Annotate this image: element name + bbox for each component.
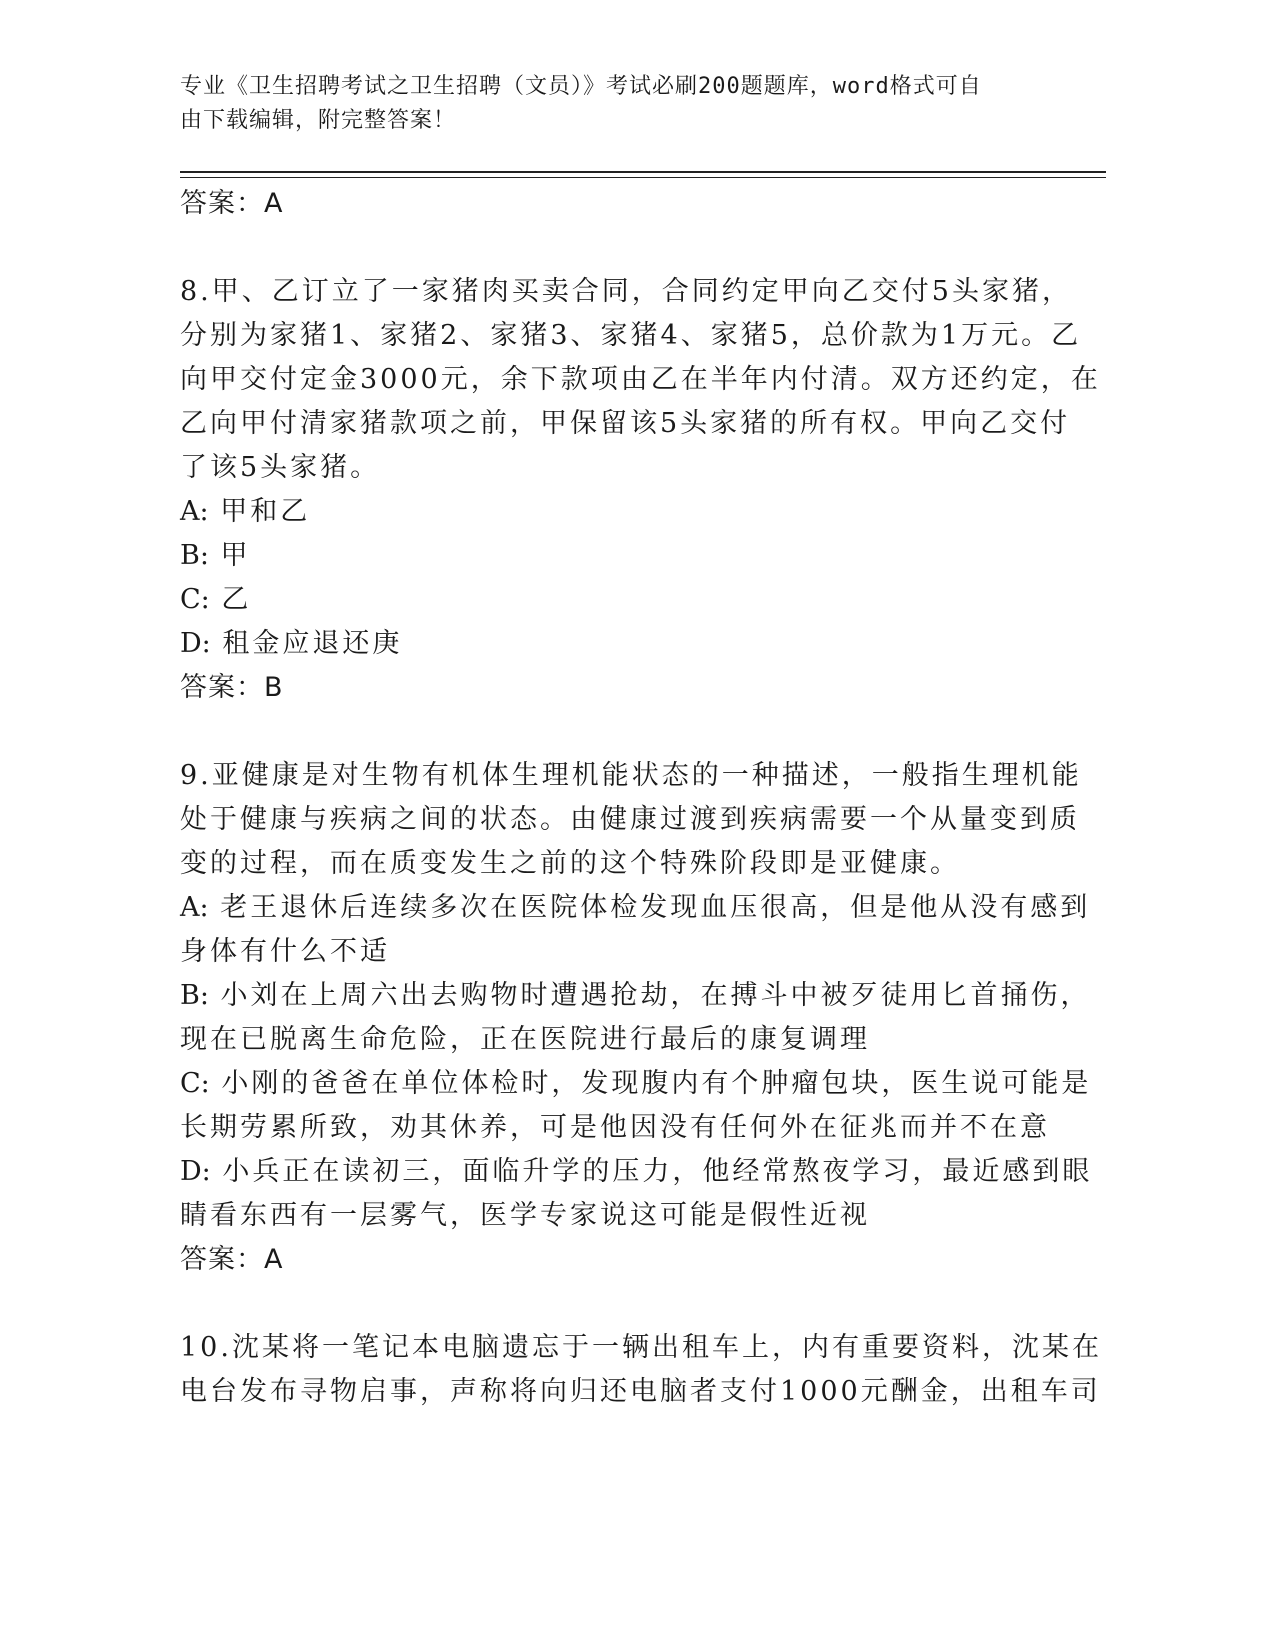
- option-d: [180, 1150, 1093, 1194]
- question-text-line: 处于健康与疾病之间的状态。由健康过渡到疾病需要一个从量变到质: [180, 804, 1080, 835]
- question-text-line: 电台发布寻物启事，声称将向归还电脑者支付1000元酬金，出租车司: [180, 1376, 1101, 1407]
- option-text: 甲: [220, 540, 251, 571]
- question-10: [180, 1326, 1102, 1414]
- option-key: A:: [180, 892, 209, 923]
- spacer: [180, 1282, 1080, 1326]
- option-key: A:: [180, 496, 209, 527]
- option-d: [180, 622, 1080, 666]
- option-a-continued: 身体有什么不适: [180, 936, 390, 967]
- option-text: 租金应退还庚: [222, 628, 403, 659]
- question-text-line: 分别为家猪1、家猪2、家猪3、家猪4、家猪5，总价款为1万元。乙: [180, 320, 1082, 351]
- answer-9: [180, 1238, 1080, 1282]
- document-body: [180, 182, 1102, 1414]
- question-text-line: 了该5头家猪。: [180, 452, 381, 483]
- option-key: C:: [180, 1068, 210, 1099]
- option-text: 甲和乙: [220, 496, 311, 527]
- option-key: D:: [180, 628, 211, 659]
- option-d-continued: 睛看东西有一层雾气，医学专家说这可能是假性近视: [180, 1200, 870, 1231]
- option-text: 小刚的爸爸在单位体检时，发现腹内有个肿瘤包块，医生说可能是: [221, 1068, 1092, 1099]
- option-text: 乙: [221, 584, 252, 615]
- option-b: [180, 534, 1080, 578]
- answer-value: A: [264, 188, 284, 219]
- document-header: [180, 70, 1060, 138]
- option-c: [180, 1062, 1092, 1106]
- question-text-line: 9.亚健康是对生物有机体生理机能状态的一种描述，一般指生理机能: [180, 760, 1082, 791]
- answer-label: 答案：: [180, 188, 264, 219]
- answer-prev: [180, 182, 1080, 226]
- spacer: [180, 226, 1080, 270]
- question-9: [180, 754, 1093, 1282]
- header-rule-thin: [180, 177, 1106, 178]
- option-a: [180, 490, 1080, 534]
- option-b: [180, 974, 1091, 1018]
- option-key: B:: [180, 540, 209, 571]
- option-text: 老王退休后连续多次在医院体检发现血压很高，但是他从没有感到: [220, 892, 1091, 923]
- question-text-line: 向甲交付定金3000元，余下款项由乙在半年内付清。双方还约定，在: [180, 364, 1101, 395]
- option-key: C:: [180, 584, 210, 615]
- answer-8: [180, 666, 1080, 710]
- question-text-line: 变的过程，而在质变发生之前的这个特殊阶段即是亚健康。: [180, 848, 960, 879]
- spacer: [180, 710, 1080, 754]
- answer-value: A: [264, 1244, 284, 1275]
- answer-value: B: [264, 672, 284, 703]
- header-rule-thick: [180, 171, 1106, 173]
- option-text: 小刘在上周六出去购物时遭遇抢劫，在搏斗中被歹徒用匕首捅伤，: [220, 980, 1091, 1011]
- option-c: [180, 578, 1080, 622]
- option-a: [180, 886, 1091, 930]
- question-text-line: 乙向甲付清家猪款项之前，甲保留该5头家猪的所有权。甲向乙交付: [180, 408, 1071, 439]
- option-c-continued: 长期劳累所致，劝其休养，可是他因没有任何外在征兆而并不在意: [180, 1112, 1050, 1143]
- question-8: [180, 270, 1101, 710]
- option-b-continued: 现在已脱离生命危险，正在医院进行最后的康复调理: [180, 1024, 870, 1055]
- question-text-line: 8.甲、乙订立了一家猪肉买卖合同，合同约定甲向乙交付5头家猪，: [180, 276, 1072, 307]
- question-text-line: 10.沈某将一笔记本电脑遗忘于一辆出租车上，内有重要资料，沈某在: [180, 1332, 1102, 1363]
- answer-label: 答案：: [180, 672, 264, 703]
- answer-label: 答案：: [180, 1244, 264, 1275]
- option-key: B:: [180, 980, 209, 1011]
- option-key: D:: [180, 1156, 211, 1187]
- header-line-2: 由下载编辑，附完整答案！: [180, 108, 457, 133]
- header-line-1: 专业《卫生招聘考试之卫生招聘（文员）》考试必刷200题题库，word格式可自: [180, 74, 982, 99]
- option-text: 小兵正在读初三，面临升学的压力，他经常熬夜学习，最近感到眼: [222, 1156, 1093, 1187]
